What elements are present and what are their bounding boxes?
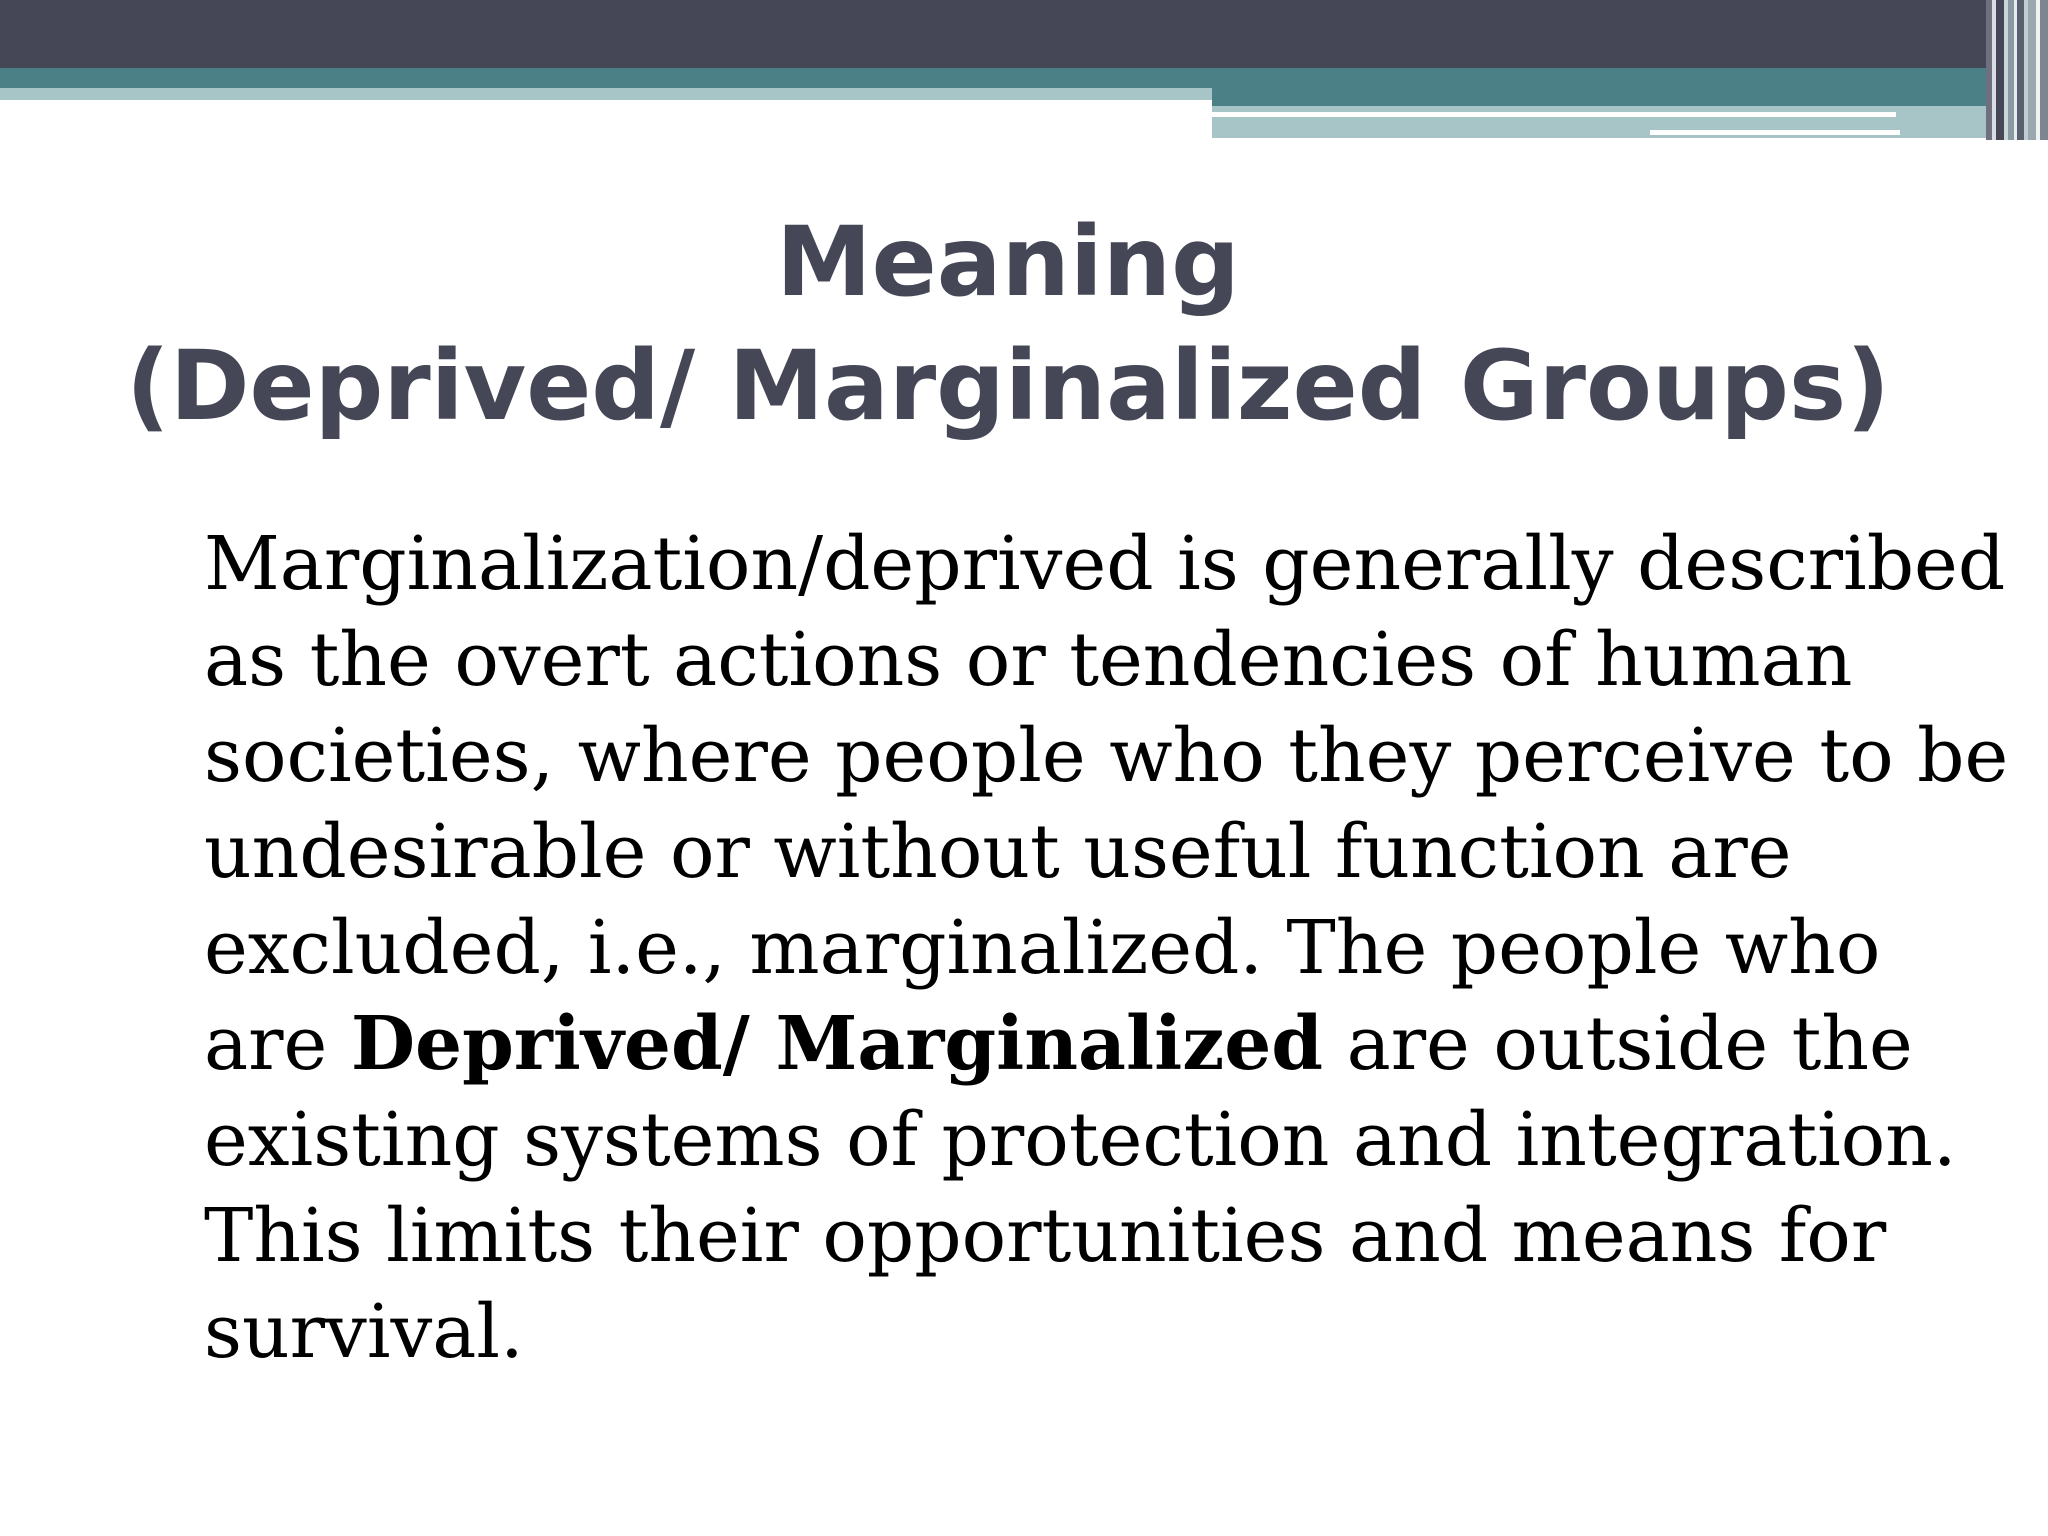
slide-title-line-2: (Deprived/ Marginalized Groups) <box>125 330 1891 442</box>
slide-title <box>0 200 2016 448</box>
body-bold-term: Deprived/ Marginalized <box>350 1001 1324 1087</box>
header-teal-bar-right <box>1212 88 2048 106</box>
slide-title-line-1: Meaning <box>776 206 1240 318</box>
header-light-bar-left <box>0 88 1212 100</box>
body-line-2: as the overt actions or tendencies of human <box>204 617 1853 703</box>
header-white-line-short <box>1650 130 1900 135</box>
header-white-line <box>1212 112 1896 117</box>
slide-body-text <box>204 516 2009 1380</box>
body-line-8: This limits their opportunities and means for <box>204 1193 1887 1279</box>
header-stripes-decoration <box>1986 0 2048 140</box>
body-line-9: survival. <box>204 1289 524 1375</box>
header-teal-bar <box>0 68 2048 88</box>
body-line-6 <box>204 996 1924 1092</box>
header-dark-bar <box>0 0 2048 68</box>
body-line-4: undesirable or without useful function are <box>204 809 1792 895</box>
body-line-7: existing systems of protection and integration. <box>204 1097 1957 1183</box>
header-light-bar-right <box>1212 106 2048 138</box>
body-line-5: excluded, i.e., marginalized. The people who <box>204 905 1881 991</box>
body-line-3: societies, where people who they perceive to be <box>204 713 2009 799</box>
body-line-6-end: are outside the <box>1323 1001 1913 1087</box>
body-line-6-start: are <box>204 1001 351 1087</box>
body-line-1: Marginalization/deprived is generally described <box>204 521 2006 607</box>
